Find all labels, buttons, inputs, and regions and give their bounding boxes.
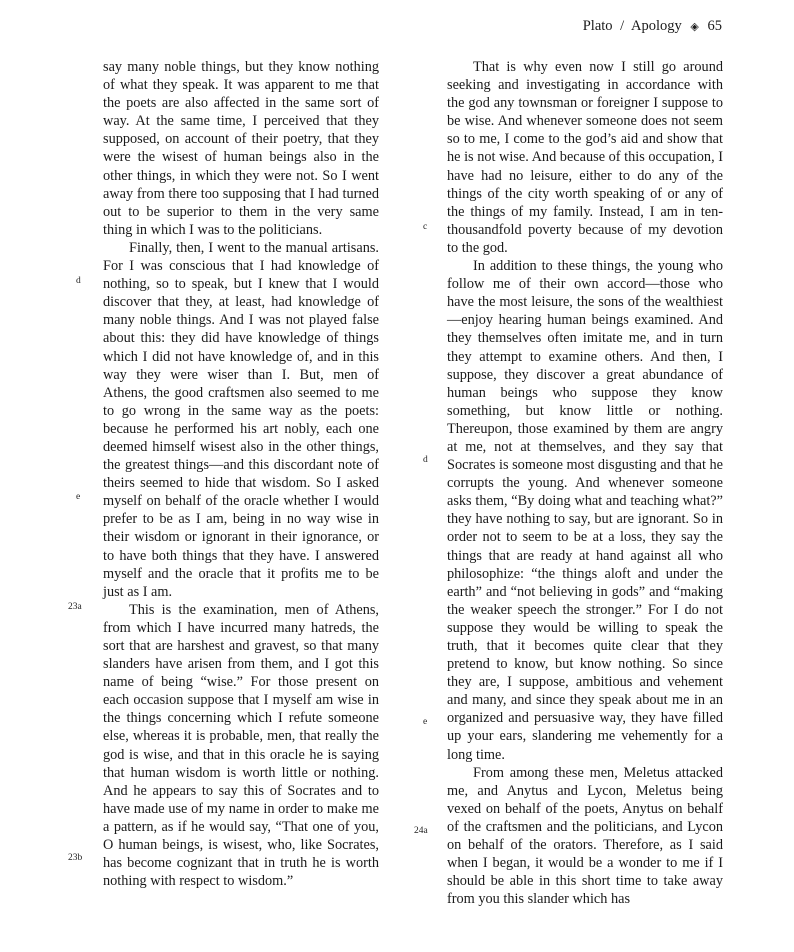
- margin-marker-left-d: d: [76, 276, 81, 286]
- page-number: 65: [707, 18, 722, 34]
- margin-marker-right-c: c: [423, 222, 428, 232]
- margin-marker-left-e: e: [76, 492, 81, 502]
- header-separator: /: [620, 18, 625, 34]
- left-paragraph-2: Finally, then, I went to the manual artisans. For I was conscious that I had knowledge of nothing, so to speak, but I knew that I would discover that they, at least, had knowledge of many noble things. And I was not played false about this: they did have knowledge of things which I did not have knowledge of, and in this way they were wiser than I. But, men of Athens, the good craftsmen also seemed to me to go wrong in the same way as the poets: because he performed his art nobly, each one deemed himself wisest also in the other things, the greatest things—and this discordant note of theirs seemed to hide that wisdom. So I asked myself on behalf of the oracle whether I would prefer to be as I am, being in no way wise in their wisdom or ignorant in their ignorance, or to have both things that they have. I answered myself and the oracle that it profits me to be just as I am.: [103, 239, 379, 600]
- margin-marker-right-e: e: [423, 717, 428, 727]
- margin-marker-right-24a: 24a: [414, 826, 428, 836]
- margin-marker-left-23a: 23a: [68, 602, 82, 612]
- left-paragraph-3: This is the examination, men of Athens, from which I have incurred many hatreds, the sort that are harshest and gravest, so that many slanders have arisen from them, and I got this name of being “wise.” For those present on each occasion suppose that I myself am wise in the things concerning which I refute someone else, whereas it is probable, men, that really the god is wise, and that in this oracle he is saying that human wisdom is worth little or nothing. And he appears to say this of Socrates and to have made use of my name in order to make me a pattern, as if he would say, “That one of you, O human beings, is wisest, who, like Socrates, has become cognizant that in truth he is worth nothing with respect to wisdom.”: [103, 601, 379, 890]
- right-paragraph-2: In addition to these things, the young who follow me of their own accord—those who have the most leisure, the sons of the wealthiest—enjoy hearing human beings examined. And they themselves often imitate me, and in turn they attempt to examine others. And then, I suppose, they discover a great abundance of human beings who suppose they know something, but know little or nothing. Thereupon, those examined by them are angry at me, not at themselves, and they say that Socrates is someone most disgusting and that he corrupts the young. And whenever someone asks them, “By doing what and teaching what?” they have nothing to say, but are ignorant. So in order not to seem to be at a loss, they say the things that are ready at hand against all who philosophize: “the things aloft and under the earth” and “not believing in gods” and “making the weaker speech the stronger.” For I do not suppose they would be willing to speak the truth, that it becomes quite clear that they pretend to know, but know nothing. So since they are, I suppose, ambitious and vehement and many, and since they speak about me in an organized and persuasive way, they have filled up your ears, slandering me vehemently for a long time.: [447, 258, 723, 763]
- running-head: [583, 18, 722, 35]
- header-work: Apology: [631, 18, 682, 34]
- right-paragraph-1: That is why even now I still go around seeking and investigating in accordance with the god any townsman or foreigner I suppose to be wise. And whenever someone does not seem so to me, I come to the god’s aid and show that he is not wise. And because of this occupation, I have had no leisure, either to do any of the things of the city worth speaking of or any of the things of my family. Instead, I am in ten-thousandfold poverty because of my devotion to the god.: [447, 59, 723, 256]
- right-paragraph-3: From among these men, Meletus attacked me, and Anytus and Lycon, Meletus being vexed on behalf of the poets, Anytus on behalf of the craftsmen and the politicians, and Lycon on behalf of the orators. Therefore, as I said when I began, it would be a wonder to me if I should be able in this short time to take away from you this slander which has: [447, 764, 723, 908]
- ornament-icon: ◈: [690, 21, 699, 33]
- margin-marker-left-23b: 23b: [68, 853, 83, 863]
- left-column: [103, 58, 379, 890]
- margin-marker-right-d: d: [423, 455, 428, 465]
- left-paragraph-1: say many noble things, but they know nothing of what they speak. It was apparent to me that the poets are also affected in the same sort of way. At the same time, I perceived that they supposed, on account of their poetry, that they were the wisest of human beings also in the other things, in which they were not. So I went away from there too supposing that I had turned out to be superior to them in the very same thing in which I was to the politicians.: [103, 59, 379, 238]
- right-column: [447, 58, 723, 908]
- header-author: Plato: [582, 18, 613, 34]
